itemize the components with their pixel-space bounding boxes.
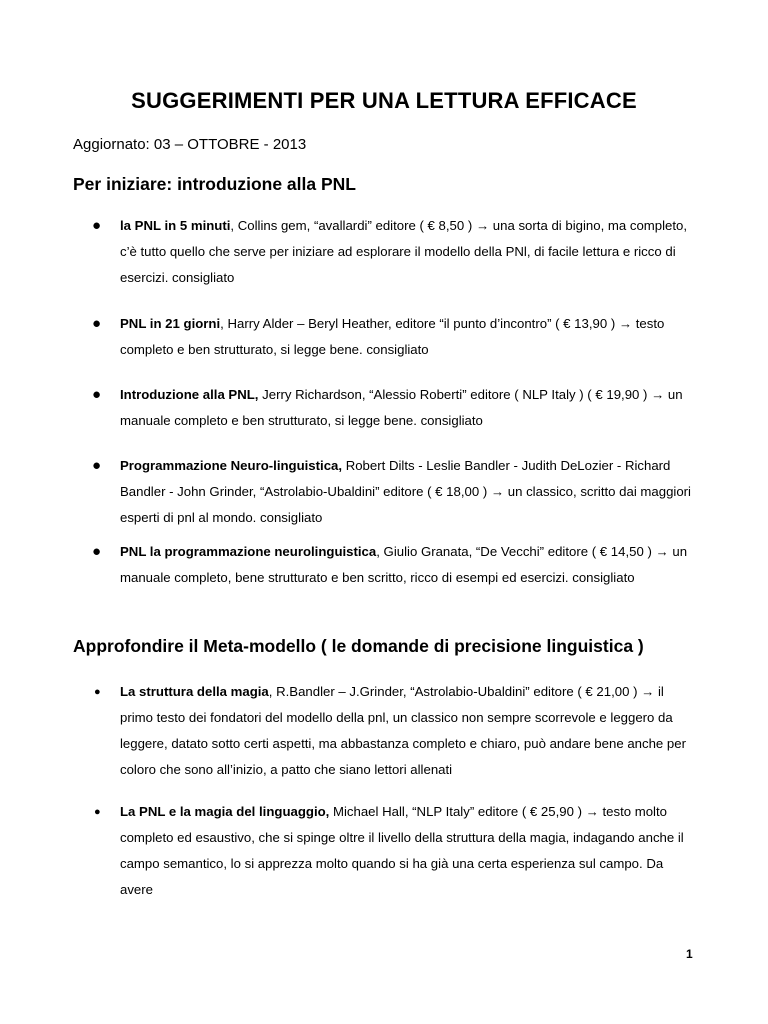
bullet-icon: ● [92, 543, 102, 560]
book-details: Jerry Richardson, “Alessio Roberti” editore ( NLP Italy ) ( € 19,90 ) → un manuale completo e ben strutturato, si legge bene. consigliato [120, 387, 683, 428]
page-number: 1 [686, 947, 693, 961]
list-item-text [120, 539, 694, 591]
list-item-text [120, 453, 694, 531]
section-heading-intro: Per iniziare: introduzione alla PNL [73, 174, 356, 194]
book-details: , Giulio Granata, “De Vecchi” editore ( € 14,50 ) → un manuale completo, bene strutturato e ben scritto, ricco di esempi ed esercizi. consigliato [120, 544, 688, 585]
bullet-icon: ● [94, 806, 101, 818]
book-title: La PNL e la magia del linguaggio, [120, 804, 330, 819]
book-details: , Harry Alder – Beryl Heather, editore “il punto d’incontro” ( € 13,90 ) → testo completo e ben strutturato, si legge bene. consigliato [120, 316, 665, 357]
list-item-text [120, 213, 694, 291]
book-title: Introduzione alla PNL, [120, 387, 259, 402]
book-title: PNL la programmazione neurolinguistica [120, 544, 377, 559]
list-item-text [120, 679, 694, 783]
book-title: Programmazione Neuro-linguistica, [120, 458, 343, 473]
book-title: La struttura della magia [120, 684, 269, 699]
section-heading-meta-model: Approfondire il Meta-modello ( le domande di precisione linguistica ) [73, 636, 644, 656]
list-item-text [120, 311, 694, 363]
document-title: SUGGERIMENTI PER UNA LETTURA EFFICACE [131, 88, 637, 113]
book-title: la PNL in 5 minuti [120, 218, 231, 233]
bullet-icon: ● [94, 686, 101, 698]
book-details: , Collins gem, “avallardi” editore ( € 8,50 ) → una sorta di bigino, ma completo, c’è tutto quello che serve per iniziare ad esplorare il modello della PNl, di facile lettura e ricco di esercizi. consigliato [120, 218, 688, 285]
bullet-icon: ● [92, 315, 102, 332]
list-item-text [120, 382, 694, 434]
book-details: Michael Hall, “NLP Italy” editore ( € 25,90 ) → testo molto completo ed esaustivo, che si spinge oltre il livello della struttura della magia, indagando anche il campo semantico, lo si apprezza molto quando si ha già una certa esperienza sul campo. Da avere [120, 804, 684, 897]
book-details: Robert Dilts - Leslie Bandler - Judith DeLozier - Richard Bandler - John Grinder, “Astrolabio-Ubaldini” editore ( € 18,00 ) → un classico, scritto dai maggiori esperti di pnl al mondo. consigliato [120, 458, 691, 525]
book-title: PNL in 21 giorni [120, 316, 221, 331]
updated-label: Aggiornato: [73, 136, 150, 153]
book-details: , R.Bandler – J.Grinder, “Astrolabio-Ubaldini” editore ( € 21,00 ) → il primo testo dei fondatori del modello della pnl, un classico non sempre scorrevole e leggero da leggere, datato sotto certi aspetti, ma abbastanza completo e chiaro, può andare bene anche per coloro che sono all’inizio, a patto che siano lettori allenati [120, 684, 686, 777]
bullet-icon: ● [92, 457, 102, 474]
bullet-icon: ● [92, 217, 102, 234]
updated-date: 03 – OTTOBRE - 2013 [149, 136, 307, 153]
list-item-text [120, 799, 694, 903]
updated-line [73, 136, 306, 153]
bullet-icon: ● [92, 386, 102, 403]
